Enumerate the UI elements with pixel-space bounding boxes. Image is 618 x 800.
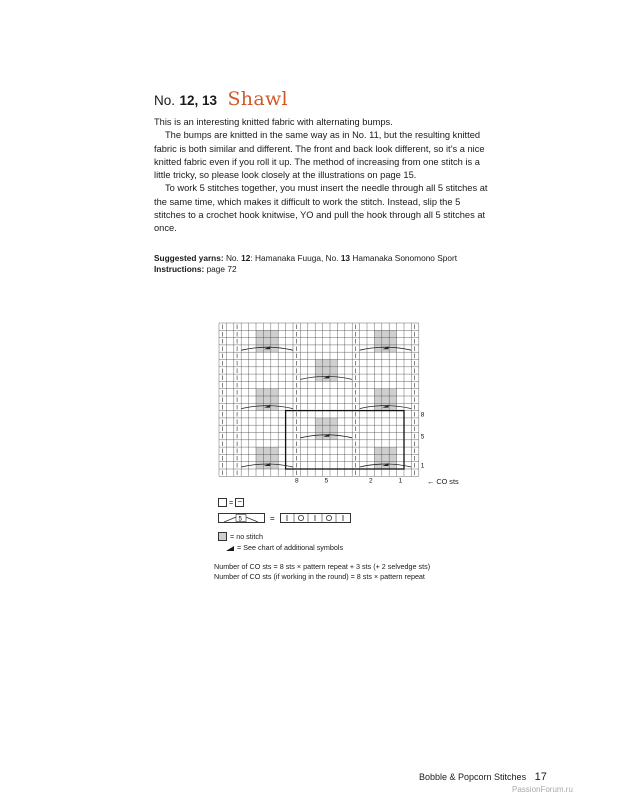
purl-symbol: I xyxy=(354,412,357,419)
purl-symbol: I xyxy=(354,390,357,397)
purl-symbol: I xyxy=(295,376,298,383)
purl-symbol: I xyxy=(354,368,357,375)
purl-symbol: I xyxy=(295,354,298,361)
purl-symbol: I xyxy=(295,456,298,463)
triangle-arrow-icon xyxy=(226,544,235,552)
purl-symbol: I xyxy=(354,449,357,456)
legend-no-stitch xyxy=(218,532,263,541)
purl-symbol: I xyxy=(295,325,298,331)
suggested-yarns-label: Suggested yarns: xyxy=(154,253,224,263)
legend-cluster xyxy=(218,512,358,524)
purl-symbol: I xyxy=(354,405,357,412)
purl-symbol: I xyxy=(354,361,357,368)
purl-symbol: I xyxy=(221,332,224,339)
purl-symbol: I xyxy=(221,427,224,434)
description-paragraph-2: The bumps are knitted in the same way as in No. 11, but the resulting knitted fabric is both similar and different. The front and back look different, so it’s a nice knitted fabric even if you roll it up. The method of increasing from one stitch is a little tricky, so please look closely at the illustrations on page 15. xyxy=(154,130,485,181)
purl-symbol: I xyxy=(221,412,224,419)
purl-symbol: I xyxy=(354,419,357,426)
stitch-chart-grid xyxy=(218,322,423,494)
legend-equals: = xyxy=(229,498,234,507)
purl-symbol: I xyxy=(236,390,238,397)
no-stitch-label: = no stitch xyxy=(230,532,263,541)
purl-symbol: I xyxy=(354,383,357,390)
column-label: 5 xyxy=(324,477,329,485)
purl-symbol: I xyxy=(354,456,357,463)
yarn-info xyxy=(154,253,489,275)
purl-symbol: I xyxy=(221,325,224,331)
purl-symbol: I xyxy=(236,361,238,368)
purl-symbol: I xyxy=(295,463,298,470)
svg-text:=: = xyxy=(270,514,275,523)
purl-symbol: I xyxy=(413,463,416,470)
purl-symbol: I xyxy=(354,441,357,448)
purl-symbol: I xyxy=(413,339,416,346)
purl-symbol: I xyxy=(221,361,224,368)
yarn-12-prefix: No. xyxy=(225,253,239,263)
legend-knit xyxy=(218,498,244,507)
purl-symbol: I xyxy=(236,441,238,448)
purl-symbol: I xyxy=(413,376,416,383)
purl-symbol: I xyxy=(413,434,416,441)
cast-on-notes xyxy=(214,562,430,582)
column-label: 1 xyxy=(398,477,403,485)
purl-symbol: I xyxy=(236,383,238,390)
purl-symbol: I xyxy=(236,412,238,419)
purl-symbol: I xyxy=(236,332,238,339)
purl-symbol: I xyxy=(354,471,357,477)
purl-symbol: I xyxy=(236,346,238,353)
purl-symbol: I xyxy=(221,449,224,456)
stitch-chart xyxy=(218,322,423,499)
purl-symbol: I xyxy=(413,398,416,404)
legend-additional xyxy=(226,543,343,552)
cast-on-note-1: Number of CO sts = 8 sts × pattern repeat + 3 sts (+ 2 selvedge sts) xyxy=(214,562,431,571)
purl-symbol: I xyxy=(236,325,238,331)
purl-symbol: I xyxy=(413,427,416,434)
row-label: 1 xyxy=(420,462,425,470)
purl-symbol: I xyxy=(236,376,238,383)
purl-symbol: I xyxy=(413,441,416,448)
yarn-12-number: 12 xyxy=(241,253,251,263)
pattern-heading xyxy=(154,88,288,110)
purl-symbol: I xyxy=(236,456,238,463)
purl-symbol: I xyxy=(221,419,224,426)
purl-symbol: I xyxy=(236,463,238,470)
instructions-label: Instructions: xyxy=(154,264,205,275)
purl-symbol: I xyxy=(221,383,224,390)
purl-symbol: I xyxy=(354,339,357,346)
purl-symbol: I xyxy=(413,390,416,397)
yarn-13-name: Hamanaka Sonomono Sport xyxy=(352,253,458,263)
pattern-numbers: 12, 13 xyxy=(179,93,218,108)
purl-symbol: I xyxy=(413,405,416,412)
purl-symbol: I xyxy=(354,332,357,339)
pattern-number-prefix: No. xyxy=(154,93,176,108)
section-title: Bobble & Popcorn Stitches xyxy=(419,772,527,782)
purl-symbol: I xyxy=(236,368,238,375)
purl-symbol: I xyxy=(295,361,298,368)
purl-symbol: I xyxy=(236,405,238,412)
purl-symbol: I xyxy=(236,339,238,346)
purl-symbol: I xyxy=(354,463,357,470)
purl-symbol: I xyxy=(354,398,357,404)
purl-symbol: I xyxy=(236,434,238,441)
no-stitch-icon xyxy=(218,532,227,541)
purl-symbol: I xyxy=(413,383,416,390)
purl-symbol: I xyxy=(221,346,224,353)
pattern-description xyxy=(154,116,489,236)
additional-symbols-label: = See chart of additional symbols xyxy=(237,543,344,552)
purl-symbol: I xyxy=(295,383,298,390)
purl-symbol: I xyxy=(354,325,357,331)
purl-symbol: I xyxy=(354,434,357,441)
purl-symbol: I xyxy=(236,419,238,426)
purl-symbol: I xyxy=(221,339,224,346)
purl-symbol: I xyxy=(295,398,298,404)
row-label: 8 xyxy=(420,411,425,419)
purl-symbol: I xyxy=(354,427,357,434)
purl-symbol: I xyxy=(413,368,416,375)
yarn-12-name: : Hamanaka Fuuga, No. xyxy=(250,253,339,263)
purl-symbol: I xyxy=(295,339,298,346)
page-number: 17 xyxy=(534,771,547,783)
co-stitches-label: ← CO sts xyxy=(427,477,459,486)
purl-symbol: I xyxy=(221,398,224,404)
purl-symbol: I xyxy=(413,354,416,361)
purl-symbol: I xyxy=(236,398,238,404)
column-label: 8 xyxy=(295,477,299,485)
purl-symbol: I xyxy=(236,427,238,434)
instructions-page: page 72 xyxy=(206,264,237,275)
purl-symbol: I xyxy=(413,361,416,368)
purl-symbol: I xyxy=(295,419,298,426)
description-paragraph-3: To work 5 stitches together, you must insert the needle through all 5 stitches at the same time, which makes it difficult to work the stitch. Instead, slip the 5 stitches to a crochet hook knitwise, YO and pull the hook through all 5 stitches at once. xyxy=(154,183,488,234)
purl-symbol: I xyxy=(413,471,416,477)
purl-symbol: I xyxy=(221,390,224,397)
purl-symbol: I xyxy=(295,427,298,434)
purl-symbol: I xyxy=(295,449,298,456)
knit-square-icon xyxy=(218,498,227,507)
purl-symbol: I xyxy=(295,412,298,419)
purl-symbol: I xyxy=(413,419,416,426)
purl-symbol: I xyxy=(295,471,298,477)
purl-symbol: I xyxy=(413,456,416,463)
instructions-line xyxy=(154,264,489,275)
purl-symbol: I xyxy=(354,376,357,383)
purl-symbol: I xyxy=(221,368,224,375)
yarn-13-number: 13 xyxy=(340,253,351,263)
purl-symbol: I xyxy=(236,471,238,477)
purl-symbol: I xyxy=(295,346,298,353)
purl-symbol: I xyxy=(221,376,224,383)
purl-symbol: I xyxy=(413,325,416,331)
cluster-equivalence-icon xyxy=(218,512,358,524)
purl-symbol: I xyxy=(295,390,298,397)
pattern-title: Shawl xyxy=(227,88,288,110)
purl-symbol: I xyxy=(236,354,238,361)
column-label: 2 xyxy=(369,477,373,485)
purl-symbol: I xyxy=(221,456,224,463)
purl-symbol: I xyxy=(413,346,416,353)
purl-symbol: I xyxy=(295,405,298,412)
purl-symbol: I xyxy=(413,412,416,419)
purl-symbol: I xyxy=(221,434,224,441)
cast-on-note-2: Number of CO sts (if working in the round) = 8 sts × pattern repeat xyxy=(214,572,425,581)
purl-symbol: I xyxy=(413,332,416,339)
suggested-yarns-line xyxy=(154,253,489,264)
svg-text:5: 5 xyxy=(238,516,242,523)
description-paragraph-1: This is an interesting knitted fabric with alternating bumps. xyxy=(154,117,393,127)
purl-symbol: I xyxy=(295,368,298,375)
purl-symbol: I xyxy=(221,471,224,477)
purl-symbol: I xyxy=(221,441,224,448)
row-label: 5 xyxy=(420,433,425,441)
purl-symbol: I xyxy=(221,354,224,361)
purl-symbol: I xyxy=(295,441,298,448)
purl-symbol: I xyxy=(221,463,224,470)
purl-dash-icon: − xyxy=(235,498,244,507)
purl-symbol: I xyxy=(354,346,357,353)
purl-symbol: I xyxy=(236,449,238,456)
purl-symbol: I xyxy=(221,405,224,412)
page-footer xyxy=(419,771,547,783)
purl-symbol: I xyxy=(413,449,416,456)
purl-symbol: I xyxy=(295,332,298,339)
watermark: PassionForum.ru xyxy=(512,785,573,794)
purl-symbol: I xyxy=(295,434,298,441)
purl-symbol: I xyxy=(354,354,357,361)
